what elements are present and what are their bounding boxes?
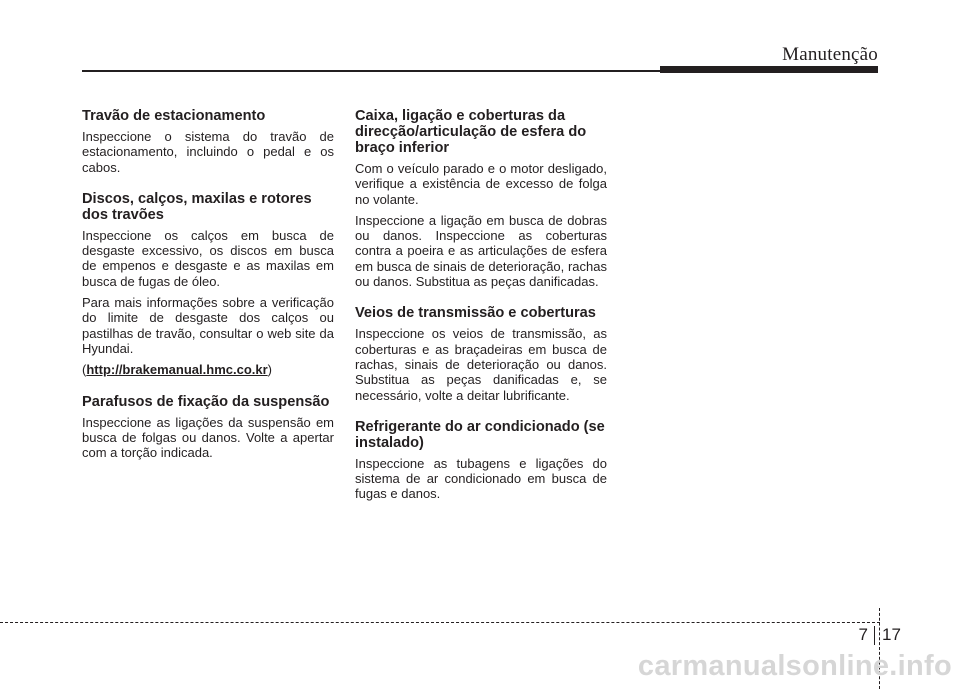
- paragraph: Com o veículo parado e o motor desligado, verifique a existência de excesso de folga no volante.: [355, 161, 607, 207]
- right-column: [355, 108, 607, 518]
- paragraph: Inspeccione os veios de transmissão, as coberturas e as braçadeiras em busca de rachas, sinais de deterioração ou danos. Substitua as peças danificadas e, se necessário, volte a deitar lubrificante.: [355, 326, 607, 403]
- link-close-paren: ): [267, 362, 273, 378]
- paragraph: Inspeccione as tubagens e ligações do sistema de ar condicionado em busca de fugas e danos.: [355, 455, 607, 502]
- left-column: [82, 108, 334, 476]
- section-steering: [355, 108, 607, 289]
- section-heading: Travão de estacionamento: [82, 108, 266, 124]
- chapter-number: 7: [858, 625, 868, 644]
- paragraph: Para mais informações sobre a verificação do limite de desgaste dos calços ou pastilhas de travão, consultar o web site da Hyundai.: [82, 295, 334, 356]
- header-rule-thick: [660, 66, 878, 73]
- section-heading: Parafusos de fixação da suspensão: [82, 393, 330, 410]
- section-heading: Refrigerante do ar condicionado (se instalado): [355, 418, 605, 451]
- section-suspension-bolts: [82, 394, 334, 461]
- header-rule-thin: [82, 70, 660, 72]
- link-open-paren: (: [82, 362, 87, 378]
- page-number-separator: [874, 626, 875, 645]
- watermark: carmanualsonline.info: [637, 650, 952, 682]
- section-ac-refrigerant: [355, 419, 607, 502]
- section-heading: Caixa, ligação e coberturas da direcção/articulação de esfera do braço inferior: [355, 108, 587, 156]
- paragraph: Inspeccione a ligação em busca de dobras ou danos. Inspeccione as coberturas contra a poeira e as articulações de esfera em busca de sinais de deterioração, rachas ou danos. Substitua as peças danificadas.: [355, 212, 607, 290]
- section-parking-brake: [82, 108, 334, 175]
- paragraph: Inspeccione o sistema do travão de estacionamento, incluindo o pedal e os cabos.: [82, 129, 334, 175]
- section-heading: Discos, calços, maxilas e rotores dos travões: [82, 190, 312, 223]
- paragraph: Inspeccione as ligações da suspensão em busca de folgas ou danos. Volte a apertar com a torção indicada.: [82, 414, 334, 461]
- chapter-title: Manutenção: [782, 44, 878, 65]
- page-number: 17: [882, 625, 901, 644]
- footer-dashed-rule: [0, 622, 880, 623]
- section-brake-discs: [82, 191, 334, 378]
- brake-manual-link[interactable]: http://brakemanual.hmc.co.kr: [86, 362, 268, 378]
- section-heading: Veios de transmissão e coberturas: [355, 305, 596, 322]
- paragraph: Inspeccione os calços em busca de desgaste excessivo, os discos em busca de empenos e desgaste e as maxilas em busca de fugas de óleo.: [82, 227, 334, 289]
- section-drive-shafts: [355, 305, 607, 402]
- link-paragraph: [82, 362, 334, 377]
